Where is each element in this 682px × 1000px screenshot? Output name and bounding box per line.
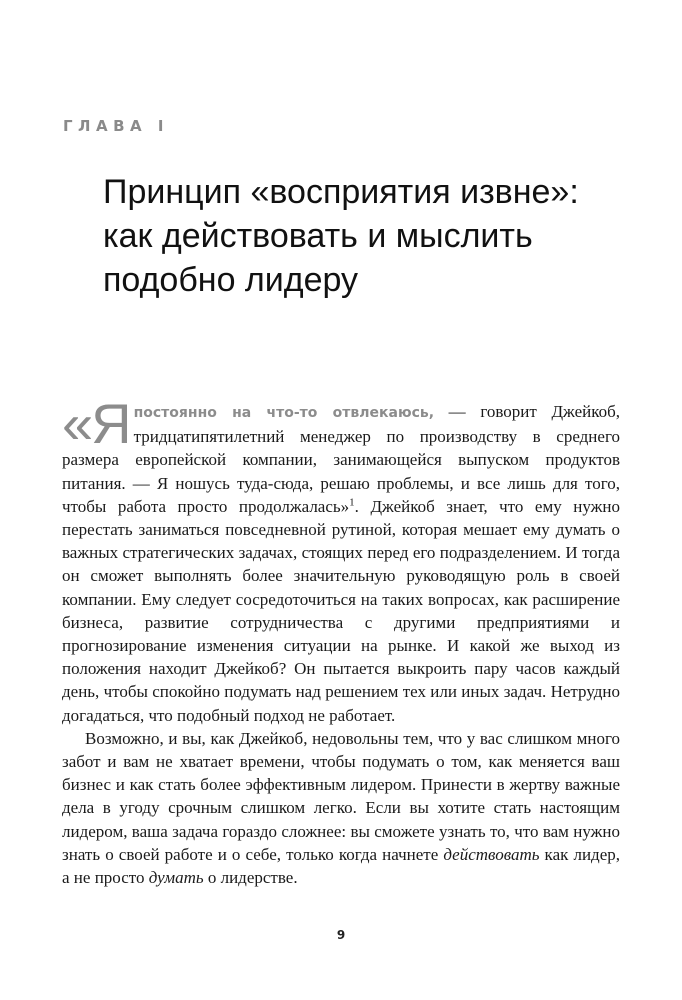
paragraph-1-text-b: . Джейкоб знает, что ему нужно перестать заниматься повседневной рутиной, которая мешает ему думать о важных стратегических задачах, стоящих перед его подразделением. И тогда он сможет выполнять более значительную руководящую роль в своей компании. Ему следует сосредоточиться на таких вопросах, как расширение бизнеса, развитие сотрудничества с другими предприятиями и прогнозирование изменения ситуации на рынке. И какой же выход из положения находит Джейкоб? Он пытается выкроить пару часов каждый день, чтобы спокойно подумать над решением тех или иных задач. Нетрудно догадаться, что подобный подход не работает. — [62, 496, 620, 725]
paragraph-1 — [62, 392, 621, 727]
lead-in-text: постоянно на что-то отвлекаюсь, — [133, 405, 435, 421]
drop-cap: «Я — [62, 392, 130, 455]
footnote-reference: 1 — [349, 496, 355, 509]
paragraph-2-text-a: Возможно, и вы, как Джейкоб, недовольны тем, что у вас слишком много забот и вам не хватает времени, чтобы подумать о том, как меняется ваш бизнес и как стать более эффективным лидером. Принести в жертву важные дела в угоду срочным слишком легко. Если вы хотите стать настоящим лидером, ваша задача гораздо сложнее: вы сможете узнать то, что вам нужно знать о своей работе и о себе, только когда начнете — [62, 728, 620, 864]
emphasis-act: действовать — [443, 844, 540, 864]
chapter-label: ГЛАВА I — [63, 117, 169, 135]
page-number: 9 — [336, 928, 346, 942]
chapter-title-line-3: подобно лидеру — [103, 261, 359, 299]
paragraph-2-text-c: о лидерстве. — [203, 868, 298, 888]
body-text — [62, 392, 621, 889]
paragraph-2-text-b: как лидер, а не просто — [62, 844, 620, 888]
chapter-title — [103, 170, 623, 302]
paragraph-2 — [62, 727, 620, 889]
chapter-title-line-1: Принцип «восприятия извне»: — [103, 173, 579, 211]
paragraph-1-text-a: — говорит Джейкоб, тридцатипятилетний менеджер по производству в среднего размера европейской компании, занимающейся выпуском продуктов питания. — Я ношусь туда-сюда, решаю проблемы, и все лишь для того, чтобы работа просто продолжалась» — [62, 402, 621, 516]
chapter-title-line-2: как действовать и мыслить — [103, 217, 533, 255]
emphasis-think: думать — [148, 868, 204, 888]
